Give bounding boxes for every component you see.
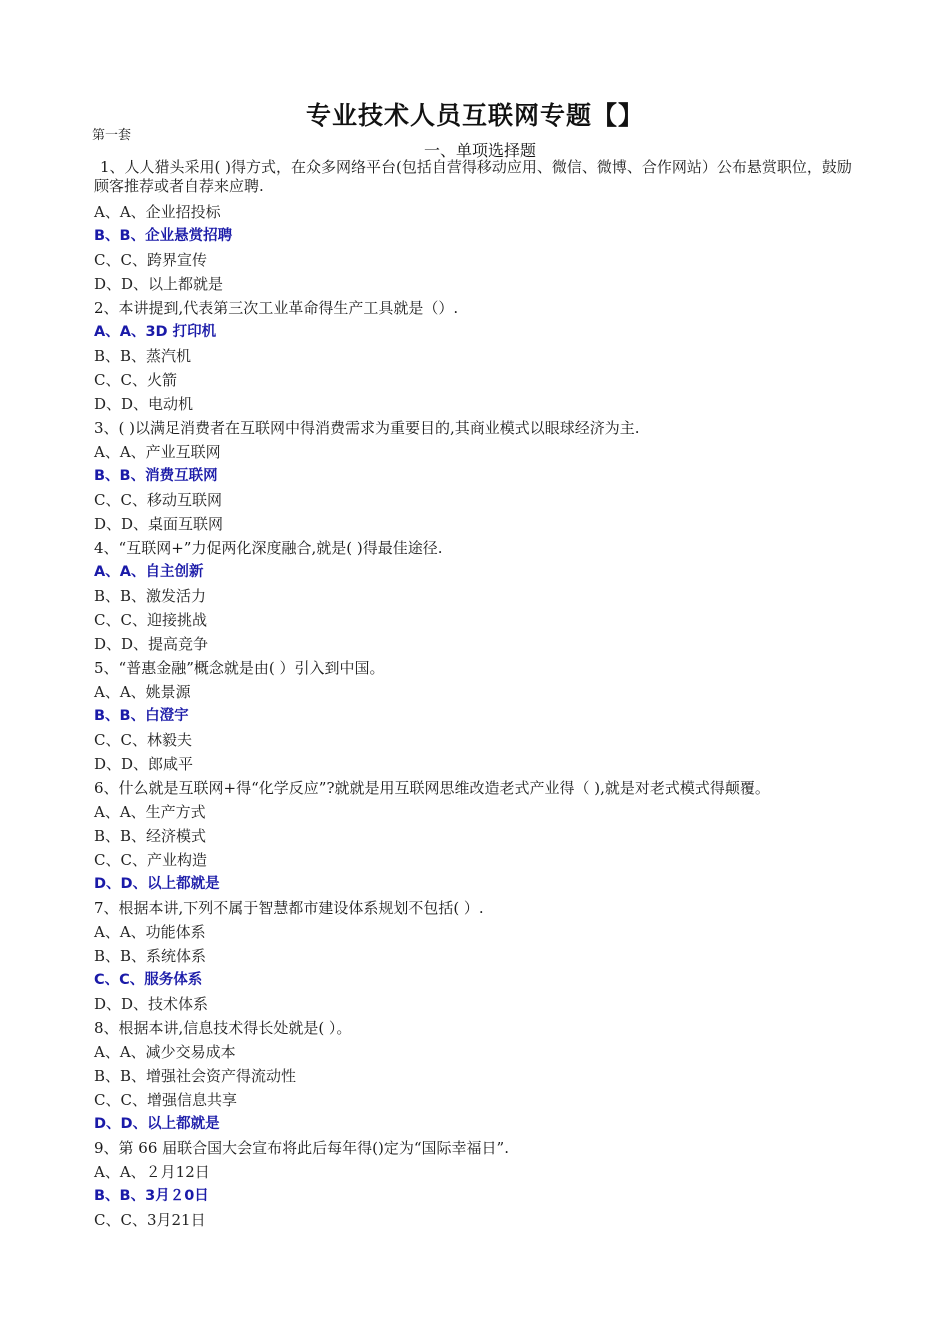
answer-option: D、D、郎咸平 bbox=[94, 755, 194, 773]
correct-answer-option: C、C、服务体系 bbox=[94, 972, 203, 988]
correct-answer-option: B、B、企业悬赏招聘 bbox=[94, 228, 233, 244]
question-text: 5、“普惠金融”概念就是由( ）引入到中国。 bbox=[94, 659, 385, 677]
answer-option: C、C、火箭 bbox=[94, 371, 177, 389]
answer-option: A、A、姚景源 bbox=[94, 683, 191, 701]
answer-option: C、C、3月21日 bbox=[94, 1211, 206, 1229]
section-title: 一、单项选择题 bbox=[423, 141, 536, 160]
answer-option: A、A、企业招投标 bbox=[94, 203, 221, 221]
correct-answer-option: D、D、以上都就是 bbox=[94, 876, 220, 892]
answer-option: C、C、产业构造 bbox=[94, 851, 207, 869]
question-text: 2、本讲提到,代表第三次工业革命得生产工具就是（）. bbox=[94, 299, 459, 317]
answer-option: A、A、生产方式 bbox=[94, 803, 206, 821]
answer-option: A、A、减少交易成本 bbox=[94, 1043, 236, 1061]
correct-answer-option: A、A、3D 打印机 bbox=[94, 324, 217, 340]
answer-option: B、B、经济模式 bbox=[94, 827, 207, 845]
answer-option: B、B、增强社会资产得流动性 bbox=[94, 1067, 297, 1085]
question-list bbox=[94, 158, 854, 1232]
question-text: 8、根据本讲,信息技术得长处就是( ）。 bbox=[94, 1019, 352, 1037]
correct-answer-option: B、B、白澄宇 bbox=[94, 708, 189, 724]
answer-option: C、C、迎接挑战 bbox=[94, 611, 207, 629]
answer-option: B、B、蒸汽机 bbox=[94, 347, 192, 365]
set-label: 第一套 bbox=[92, 128, 132, 143]
answer-option: A、A、２月12日 bbox=[94, 1163, 210, 1181]
question-text: 7、根据本讲,下列不属于智慧都市建设体系规划不包括( ）. bbox=[94, 899, 484, 917]
answer-option: D、D、以上都就是 bbox=[94, 275, 224, 293]
correct-answer-option: B、B、3月２0日 bbox=[94, 1188, 209, 1204]
answer-option: B、B、系统体系 bbox=[94, 947, 207, 965]
correct-answer-option: A、A、自主创新 bbox=[94, 564, 204, 580]
correct-answer-option: B、B、消费互联网 bbox=[94, 468, 218, 484]
question-text: 4、“互联网+”力促两化深度融合,就是( )得最佳途径. bbox=[94, 539, 443, 557]
answer-option: C、C、移动互联网 bbox=[94, 491, 222, 509]
answer-option: C、C、跨界宣传 bbox=[94, 251, 207, 269]
correct-answer-option: D、D、以上都就是 bbox=[94, 1116, 220, 1132]
answer-option: B、B、激发活力 bbox=[94, 587, 207, 605]
answer-option: D、D、技术体系 bbox=[94, 995, 209, 1013]
question-text: 3、( )以满足消费者在互联网中得消费需求为重要目的,其商业模式以眼球经济为主. bbox=[94, 419, 640, 437]
question-text: 1、人人猎头采用( )得方式，在众多网络平台(包括自营得移动应用、微信、微博、合作网站）公布悬赏职位，鼓励顾客推荐或者自荐来应聘. bbox=[94, 158, 852, 195]
document-title: 专业技术人员互联网专题【】 bbox=[305, 101, 644, 130]
question-text: 9、第 66 届联合国大会宣布将此后每年得()定为“国际幸福日”. bbox=[94, 1139, 509, 1157]
answer-option: C、C、增强信息共享 bbox=[94, 1091, 237, 1109]
question-text: 6、什么就是互联网+得“化学反应”?就就是用互联网思维改造老式产业得（ ),就是对老式模式得颠覆。 bbox=[94, 779, 770, 797]
answer-option: D、D、提高竞争 bbox=[94, 635, 209, 653]
answer-option: A、A、产业互联网 bbox=[94, 443, 221, 461]
answer-option: A、A、功能体系 bbox=[94, 923, 206, 941]
answer-option: C、C、林毅夫 bbox=[94, 731, 192, 749]
answer-option: D、D、电动机 bbox=[94, 395, 194, 413]
answer-option: D、D、桌面互联网 bbox=[94, 515, 224, 533]
